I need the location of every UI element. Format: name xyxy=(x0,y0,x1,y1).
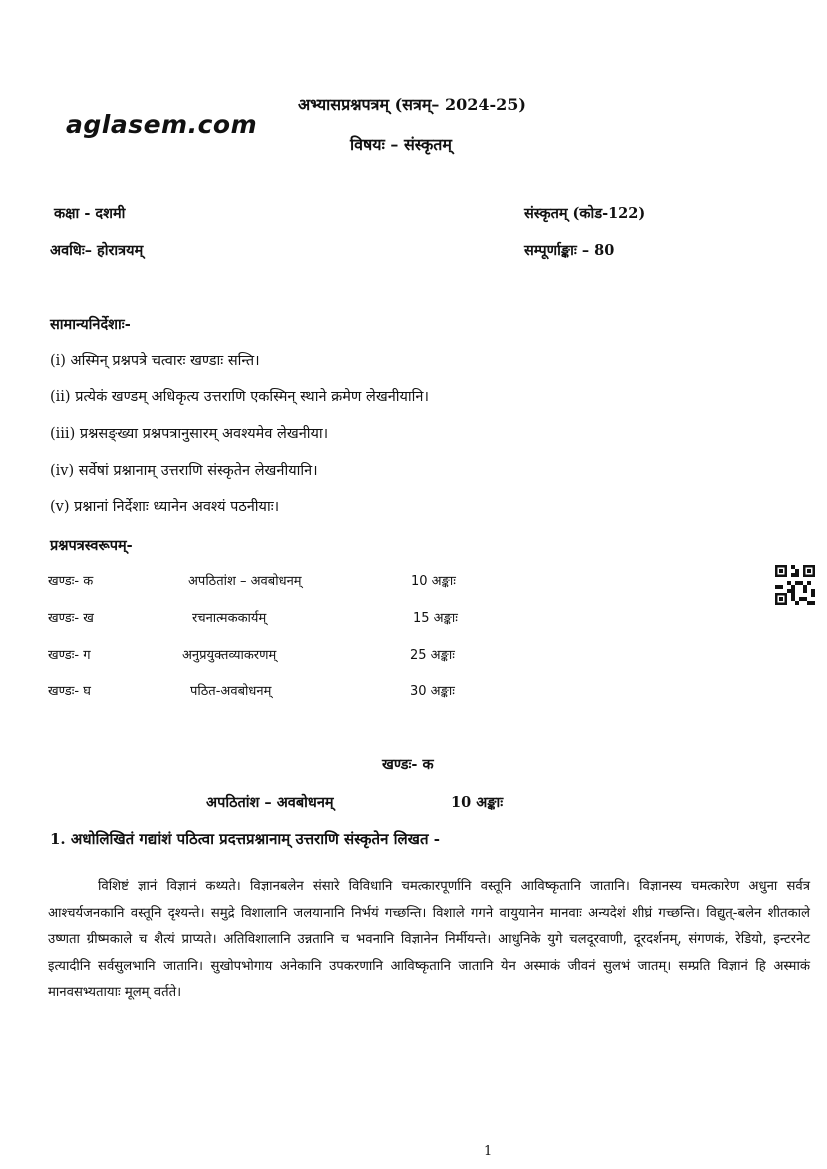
instruction-item: (i) अस्मिन् प्रश्नपत्रे चत्वारः खण्डाः सन्ति। xyxy=(50,353,260,369)
instruction-item: (iii) प्रश्नसङ्ख्या प्रश्नपत्रानुसारम् अवश्यमेव लेखनीया। xyxy=(50,426,329,442)
instruction-item: (iv) सर्वेषां प्रश्नानाम् उत्तराणि संस्कृतेन लेखनीयानि। xyxy=(50,463,318,479)
qr-code-icon xyxy=(775,565,815,605)
section-a-marks: 10 अङ्काः xyxy=(451,794,504,811)
structure-topic: अपठितांश – अवबोधनम् xyxy=(188,574,302,589)
structure-heading: प्रश्नपत्रस्वरूपम्- xyxy=(50,537,133,554)
duration-label: अवधिः– होरात्रयम् xyxy=(50,242,144,259)
structure-marks: 15 अङ्काः xyxy=(413,611,458,626)
paper-title: अभ्यासप्रश्नपत्रम् (सत्रम्– 2024-25) xyxy=(298,95,526,114)
structure-topic: अनुप्रयुक्तव्याकरणम् xyxy=(182,648,277,663)
structure-marks: 30 अङ्काः xyxy=(410,684,455,699)
paper-subject: विषयः – संस्कृतम् xyxy=(350,135,452,154)
section-a-topic: अपठितांश – अवबोधनम् xyxy=(206,794,334,811)
class-label: कक्षा - दशमी xyxy=(54,205,126,222)
structure-section: खण्डः- घ xyxy=(48,684,91,699)
structure-section: खण्डः- क xyxy=(48,574,94,589)
instruction-item: (v) प्रश्नानां निर्देशाः ध्यानेन अवश्यं पठनीयाः। xyxy=(50,499,280,515)
instruction-item: (ii) प्रत्येकं खण्डम् अधिकृत्य उत्तराणि एकस्मिन् स्थाने क्रमेण लेखनीयानि। xyxy=(50,389,429,405)
structure-section: खण्डः- ग xyxy=(48,648,91,663)
page-number: 1 xyxy=(484,1144,493,1159)
structure-topic: रचनात्मककार्यम् xyxy=(192,611,267,626)
structure-section: खण्डः- ख xyxy=(48,611,94,626)
question-1: 1. अधोलिखितं गद्यांशं पठित्वा प्रदत्तप्रश्नानाम् उत्तराणि संस्कृतेन लिखत - xyxy=(50,830,440,848)
passage-text: विशिष्टं ज्ञानं विज्ञानं कथ्यते। विज्ञानबलेन संसारे विविधानि चमत्कारपूर्णानि वस्तूनि आविष्कृतानि जातानि। विज्ञानस्य चमत्कारेण अधुना सर्वत्र आश्चर्यजनकानि वस्तूनि दृश्यन्ते। समुद्रे विशालानि जलयानानि निर्भयं गच्छन्ति। विशाले गगने वायुयानेन मानवाः अन्यदेशं शीघ्रं गच्छन्ति। विद्युत्-बलेन शीतकाले उष्णता ग्रीष्मकाले च शैत्यं प्राप्यते। अतिविशालानि उन्नतानि च भवनानि विज्ञानेन निर्मीयन्ते। आधुनिके युगे चलदूरवाणी, दूरदर्शनम्, संगणकं, रेडियो, इन्टरनेट इत्यादीनि सर्वसुलभानि जातानि। सुखोपभोगाय अनेकानि उपकरणानि आविष्कृतानि जातानि येन अस्माकं जीवनं सुलभं जातम्। सम्प्रति विज्ञानं हि अस्माकं मानवसभ्यतायाः मूलम् वर्तते। xyxy=(48,879,810,1000)
course-code: संस्कृतम् (कोड-122) xyxy=(524,205,646,222)
structure-marks: 10 अङ्काः xyxy=(411,574,456,589)
structure-marks: 25 अङ्काः xyxy=(410,648,455,663)
total-marks-label: सम्पूर्णाङ्काः – 80 xyxy=(524,242,615,259)
site-logo: aglasem.com xyxy=(66,110,258,139)
structure-topic: पठित-अवबोधनम् xyxy=(190,684,272,699)
instructions-heading: सामान्यनिर्देशाः- xyxy=(50,316,131,333)
section-a-heading: खण्डः- क xyxy=(382,756,434,773)
